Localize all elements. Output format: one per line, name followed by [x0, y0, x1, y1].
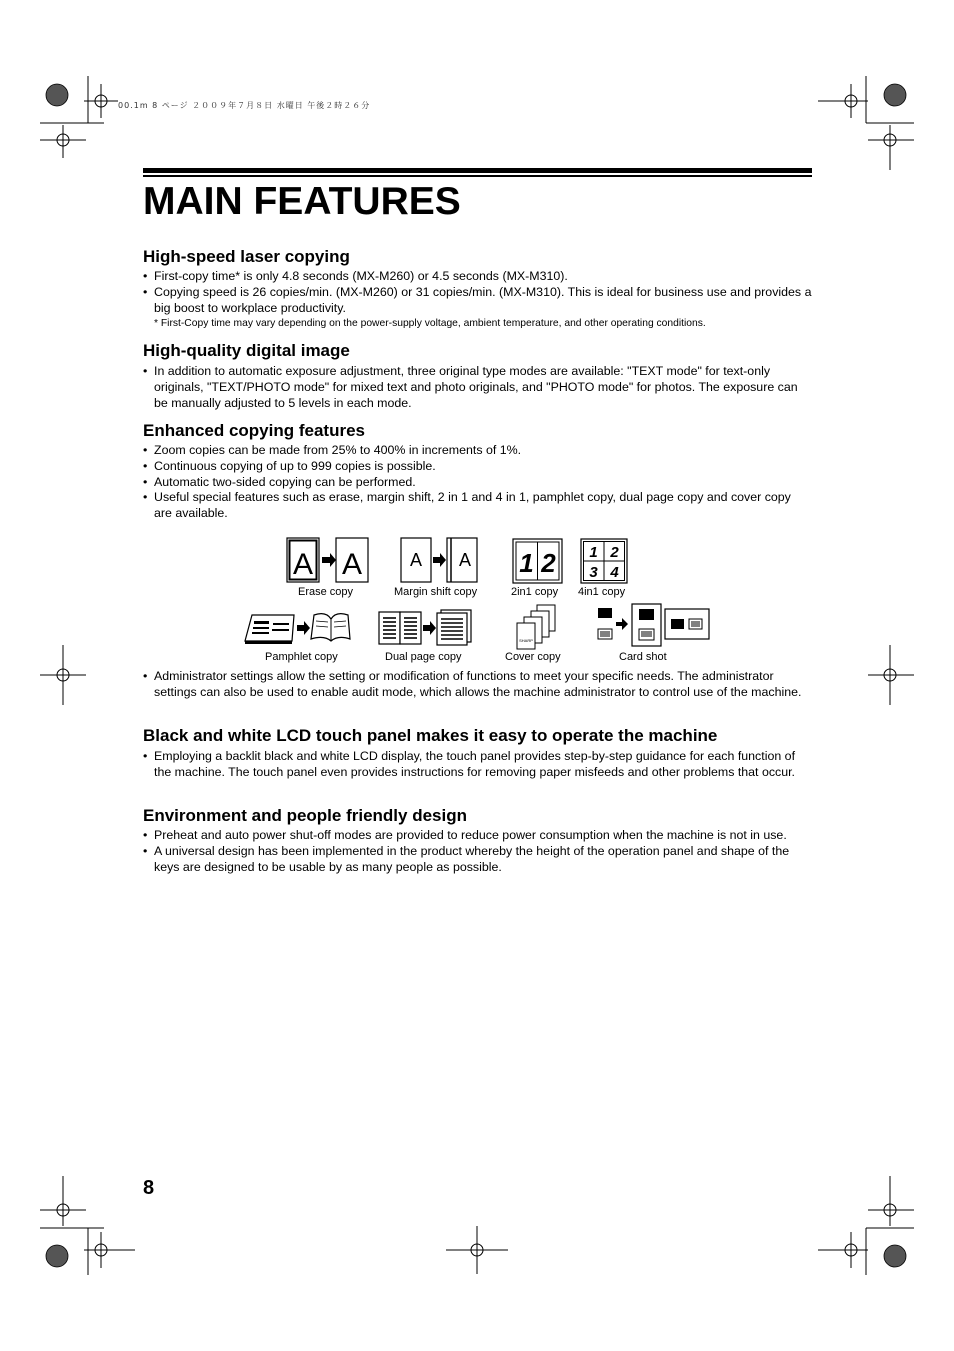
four-in-one-digit-2: 2	[610, 544, 619, 561]
list-item: • Automatic two-sided copying can be performed.	[143, 475, 812, 491]
erase-source-glyph: A	[292, 548, 314, 581]
section-heading-high-speed: High-speed laser copying	[143, 247, 350, 266]
caption-margin-shift-copy: Margin shift copy	[394, 586, 478, 598]
first-copy-footnote: * First-Copy time may vary depending on the power-supply voltage, ambient temperature, and other operating conditions.	[154, 318, 706, 329]
print-header-note: 00.1m 8 ページ ２００９年７月８日 水曜日 午後２時２６分	[118, 101, 371, 110]
margin-source-glyph: A	[409, 550, 423, 570]
erase-result-glyph: A	[341, 548, 363, 581]
caption-card-shot: Card shot	[619, 651, 667, 663]
card-shot-illustration	[596, 603, 711, 653]
list-item: • First-copy time* is only 4.8 seconds (MX-M260) or 4.5 seconds (MX-M310).	[143, 269, 812, 285]
lcd-touch-panel-bullet-list	[143, 749, 812, 781]
caption-four-in-one-copy: 4in1 copy	[578, 586, 626, 598]
environment-bullet-list	[143, 828, 812, 875]
caption-pamphlet-copy: Pamphlet copy	[265, 651, 338, 663]
list-item: • A universal design has been implemented in the product whereby the height of the operation panel and shape of the keys are designed to be usable by as many people as possible.	[143, 844, 812, 876]
caption-cover-copy: Cover copy	[505, 651, 561, 663]
page-number: 8	[143, 1177, 155, 1199]
four-in-one-illustration	[580, 538, 630, 586]
enhanced-copying-bullet-list	[143, 443, 812, 522]
margin-result-glyph: A	[458, 550, 472, 570]
cover-brand-text: SHARP	[519, 638, 533, 643]
list-item: • Useful special features such as erase, margin shift, 2 in 1 and 4 in 1, pamphlet copy, dual page copy and cover copy are available.	[143, 490, 812, 522]
caption-two-in-one-copy: 2in1 copy	[511, 586, 559, 598]
section-heading-environment: Environment and people friendly design	[143, 806, 467, 825]
section-heading-enhanced-copying: Enhanced copying features	[143, 421, 365, 440]
two-in-one-digit-1: 1	[519, 548, 534, 578]
two-in-one-digit-2: 2	[541, 548, 556, 578]
high-speed-bullet-list	[143, 269, 812, 316]
caption-dual-page-copy: Dual page copy	[385, 651, 462, 663]
pamphlet-copy-illustration	[244, 609, 354, 649]
title-rule-thick	[143, 168, 812, 173]
four-in-one-digit-3: 3	[589, 564, 598, 581]
list-item: • Zoom copies can be made from 25% to 400% in increments of 1%.	[143, 443, 812, 459]
list-item: • Administrator settings allow the setting or modification of functions to meet your specific needs. The administrator settings can also be used to enable audit mode, which allows the machine administrator to control use of the machine.	[143, 669, 812, 701]
list-item: • Preheat and auto power shut-off modes are provided to reduce power consumption when the machine is not in use.	[143, 828, 812, 844]
four-in-one-digit-1: 1	[589, 544, 598, 561]
list-item: • Employing a backlit black and white LCD display, the touch panel provides step-by-step guidance for each function of the machine. The touch panel even provides instructions for removing paper misfeeds and other problems that occur.	[143, 749, 812, 781]
section-heading-digital-image: High-quality digital image	[143, 341, 350, 360]
list-item: • In addition to automatic exposure adjustment, three original type modes are available: "TEXT mode" for text-only originals, "TEXT/PHOTO mode" for mixed text and photo originals, and "PHOTO mode" for photos. The exposure can be manually adjusted to 5 levels in each mode.	[143, 364, 812, 411]
list-item: • Copying speed is 26 copies/min. (MX-M260) or 31 copies/min. (MX-M310). This is ideal for business use and provides a big boost to workplace productivity.	[143, 285, 812, 317]
margin-shift-illustration	[400, 537, 485, 587]
erase-copy-illustration	[286, 537, 376, 587]
list-item: • Continuous copying of up to 999 copies is possible.	[143, 459, 812, 475]
section-heading-lcd-touch-panel: Black and white LCD touch panel makes it easy to operate the machine	[143, 726, 718, 745]
caption-erase-copy: Erase copy	[298, 586, 354, 598]
cover-copy-illustration	[514, 603, 564, 651]
administrator-bullet-list	[143, 669, 812, 701]
dual-page-copy-illustration	[378, 609, 478, 649]
digital-image-bullet-list	[143, 364, 812, 411]
page-title: MAIN FEATURES	[143, 180, 461, 223]
two-in-one-illustration	[512, 538, 564, 586]
four-in-one-digit-4: 4	[610, 564, 619, 581]
title-rule-thin	[143, 175, 812, 177]
